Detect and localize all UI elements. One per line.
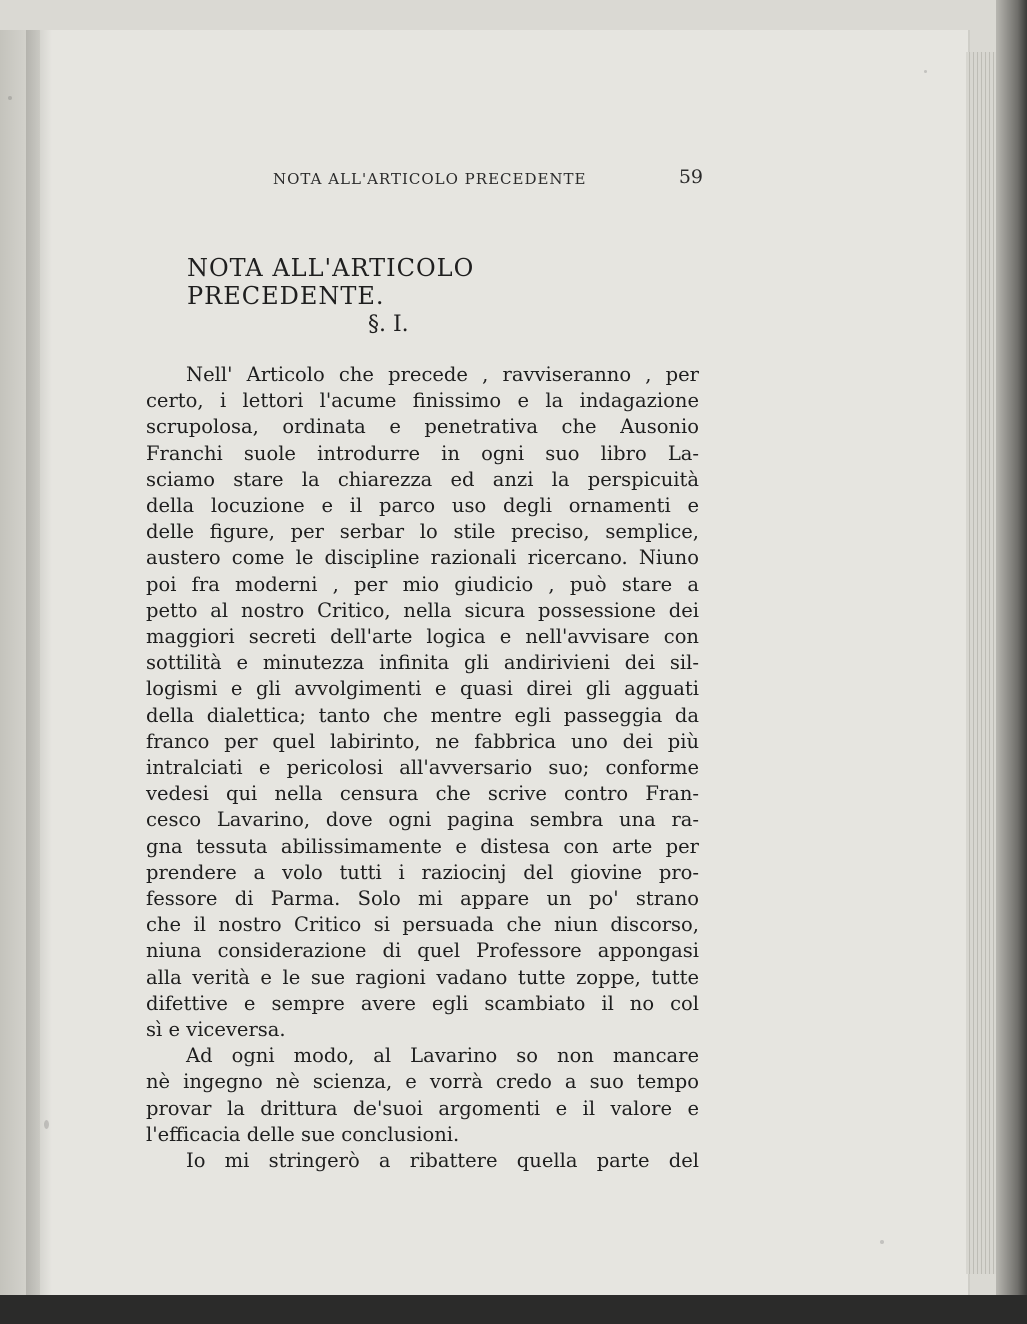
text-line: certo, i lettori l'acume finissimo e la indagazione: [146, 389, 699, 413]
text-line: della dialettica; tanto che mentre egli passeggia da: [146, 703, 699, 727]
page-number: 59: [678, 166, 703, 188]
text-line: logismi e gli avvolgimenti e quasi direi gli agguati: [146, 677, 699, 701]
text-line: sì e viceversa.: [146, 1018, 286, 1042]
text-line: delle figure, per serbar lo stile preciso, semplice,: [146, 520, 699, 544]
dust-speck: [924, 70, 927, 73]
text-line: vedesi qui nella censura che scrive contro Fran-: [146, 782, 699, 806]
text-line: scrupolosa, ordinata e penetrativa che Ausonio: [146, 415, 699, 439]
text-line: cesco Lavarino, dove ogni pagina sembra una ra-: [146, 808, 699, 832]
text-line: prendere a volo tutti i raziocinj del giovine pro-: [146, 860, 699, 884]
scanner-bottom-edge: [0, 1295, 1027, 1324]
text-line: niuna considerazione di quel Professore appongasi: [146, 939, 699, 963]
dust-speck: [8, 96, 12, 100]
page-stack-edges: [966, 52, 996, 1274]
text-line: alla verità e le sue ragioni vadano tutte zoppe, tutte: [146, 965, 699, 989]
text-line: Nell' Articolo che precede , ravviseranno , per: [186, 363, 699, 386]
text-line: Io mi stringerò a ribattere quella parte del: [186, 1149, 699, 1173]
dust-speck: [44, 1120, 49, 1129]
spine-shadow: [26, 30, 52, 1295]
body-text: [146, 362, 699, 1174]
text-line: che il nostro Critico si persuada che niun discorso,: [146, 913, 699, 937]
text-line: poi fra moderni , per mio giudicio , può stare a: [146, 572, 699, 596]
dust-speck: [880, 1240, 884, 1244]
text-line: sottilità e minutezza infinita gli andirivieni dei sil-: [146, 651, 699, 675]
text-line: nè ingegno nè scienza, e vorrà credo a suo tempo: [146, 1070, 699, 1094]
section-number: §. I.: [368, 312, 409, 337]
text-line: gna tessuta abilissimamente e distesa con arte per: [146, 834, 699, 858]
article-title: NOTA ALL'ARTICOLO PRECEDENTE.: [187, 254, 475, 310]
text-line: difettive e sempre avere egli scambiato il no col: [146, 991, 699, 1015]
text-line: austero come le discipline razionali ricercano. Niuno: [146, 546, 699, 570]
text-line: l'efficacia delle sue conclusioni.: [146, 1122, 460, 1146]
text-line: maggiori secreti dell'arte logica e nell'avvisare con: [146, 625, 699, 649]
text-line: petto al nostro Critico, nella sicura possessione dei: [146, 598, 699, 622]
text-line: provar la drittura de'suoi argomenti e il valore e: [146, 1096, 699, 1120]
text-line: sciamo stare la chiarezza ed anzi la perspicuità: [146, 467, 699, 491]
running-head-title: NOTA ALL'ARTICOLO PRECEDENTE: [273, 170, 587, 188]
text-line: Franchi suole introdurre in ogni suo libro La-: [146, 441, 699, 465]
text-line: della locuzione e il parco uso degli ornamenti e: [146, 494, 699, 518]
scanner-right-edge: [996, 0, 1027, 1324]
text-line: intralciati e pericolosi all'avversario suo; conforme: [146, 756, 699, 780]
text-line: franco per quel labirinto, ne fabbrica uno dei più: [146, 729, 699, 753]
text-line: Ad ogni modo, al Lavarino so non mancare: [186, 1044, 699, 1068]
text-line: fessore di Parma. Solo mi appare un po' strano: [146, 887, 699, 911]
